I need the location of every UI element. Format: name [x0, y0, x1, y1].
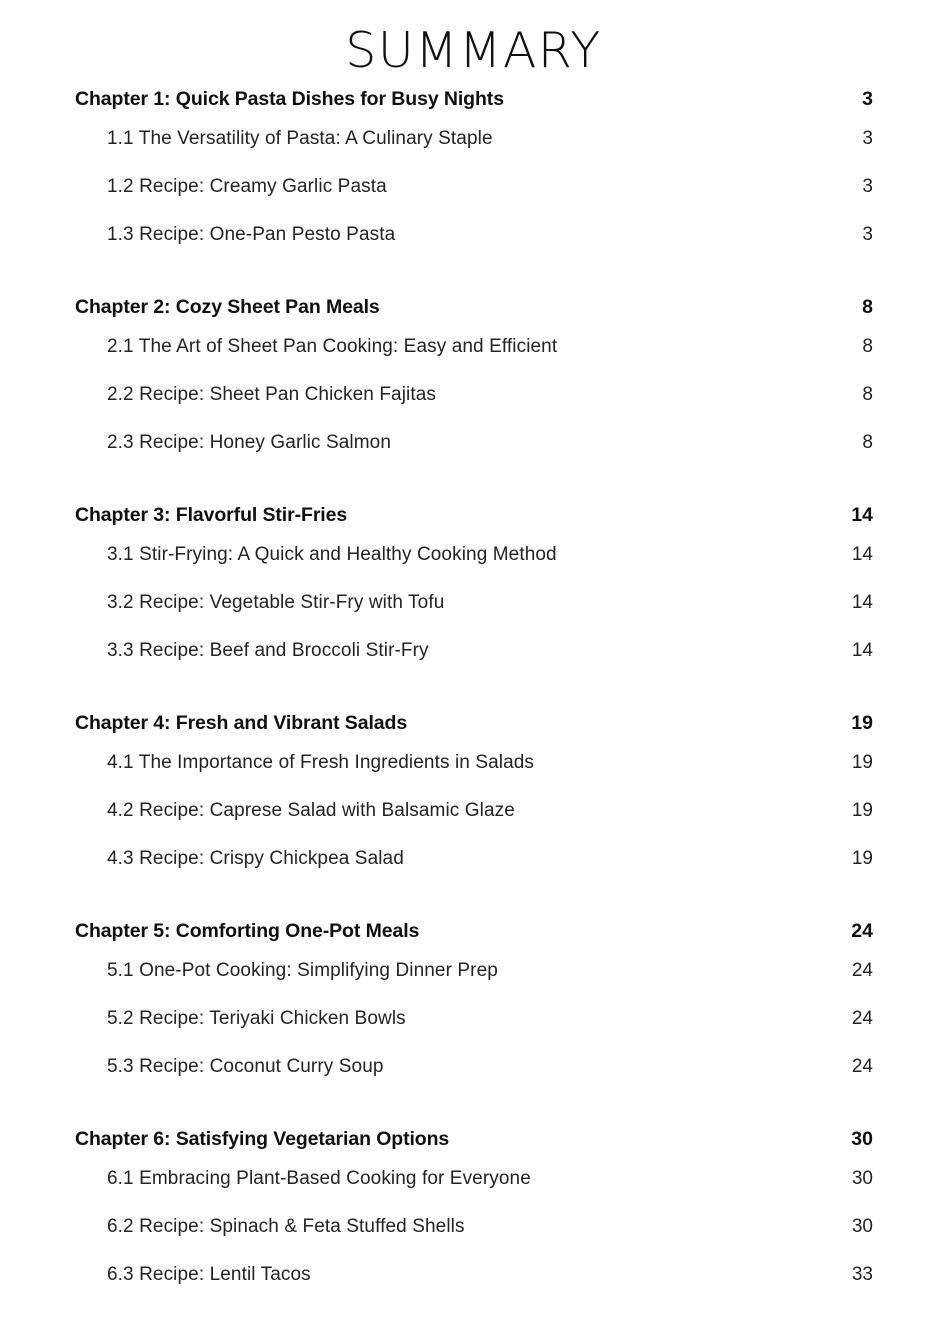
- toc-section-page-number: 19: [851, 848, 873, 869]
- toc-chapter-block: [0, 296, 947, 480]
- toc-chapter-label: Chapter 5: Comforting One-Pot Meals: [75, 920, 420, 942]
- toc-section-entry[interactable]: [0, 800, 947, 848]
- toc-section-label: 6.2 Recipe: Spinach & Feta Stuffed Shells: [107, 1216, 465, 1237]
- toc-section-entry[interactable]: [0, 176, 947, 224]
- toc-section-entry[interactable]: [0, 752, 947, 800]
- toc-section-entry[interactable]: [0, 1168, 947, 1216]
- toc-section-label: 6.3 Recipe: Lentil Tacos: [107, 1264, 311, 1285]
- toc-section-label: 5.3 Recipe: Coconut Curry Soup: [107, 1056, 384, 1077]
- toc-chapter-page-number: 14: [851, 504, 873, 526]
- toc-section-label: 1.2 Recipe: Creamy Garlic Pasta: [107, 176, 387, 197]
- toc-section-entry[interactable]: [0, 848, 947, 896]
- toc-section-label: 3.1 Stir-Frying: A Quick and Healthy Cooking Method: [107, 544, 557, 565]
- toc-section-entry[interactable]: [0, 640, 947, 688]
- toc-section-label: 6.1 Embracing Plant-Based Cooking for Everyone: [107, 1168, 531, 1189]
- toc-section-label: 4.1 The Importance of Fresh Ingredients in Salads: [107, 752, 535, 773]
- toc-chapter-entry[interactable]: [0, 88, 947, 128]
- toc-section-page-number: 24: [851, 1008, 873, 1029]
- toc-chapter-page-number: 19: [851, 712, 873, 734]
- toc-list: [0, 88, 947, 1312]
- toc-section-label: 3.3 Recipe: Beef and Broccoli Stir-Fry: [107, 640, 429, 661]
- toc-section-entry[interactable]: [0, 1216, 947, 1264]
- toc-chapter-label: Chapter 1: Quick Pasta Dishes for Busy Nights: [75, 88, 504, 110]
- toc-section-label: 4.3 Recipe: Crispy Chickpea Salad: [107, 848, 404, 869]
- toc-section-label: 1.1 The Versatility of Pasta: A Culinary Staple: [107, 128, 493, 149]
- toc-section-label: 2.1 The Art of Sheet Pan Cooking: Easy and Efficient: [107, 336, 558, 357]
- page-title: SUMMARY: [345, 22, 602, 79]
- toc-section-page-number: 19: [851, 800, 873, 821]
- toc-section-label: 2.3 Recipe: Honey Garlic Salmon: [107, 432, 392, 453]
- toc-section-entry[interactable]: [0, 336, 947, 384]
- toc-section-label: 2.2 Recipe: Sheet Pan Chicken Fajitas: [107, 384, 436, 405]
- toc-chapter-page-number: 24: [851, 920, 873, 942]
- toc-section-entry[interactable]: [0, 224, 947, 272]
- toc-section-page-number: 33: [851, 1264, 873, 1285]
- toc-chapter-block: [0, 712, 947, 896]
- toc-chapter-label: Chapter 3: Flavorful Stir-Fries: [75, 504, 348, 526]
- toc-section-page-number: 14: [851, 640, 873, 661]
- toc-chapter-block: [0, 504, 947, 688]
- toc-chapter-block: [0, 88, 947, 272]
- toc-section-entry[interactable]: [0, 1008, 947, 1056]
- toc-chapter-entry[interactable]: [0, 296, 947, 336]
- toc-section-page-number: 24: [851, 1056, 873, 1077]
- toc-section-page-number: 8: [862, 336, 873, 357]
- toc-chapter-entry[interactable]: [0, 712, 947, 752]
- toc-section-entry[interactable]: [0, 128, 947, 176]
- toc-section-page-number: 8: [862, 432, 873, 453]
- toc-section-page-number: 30: [851, 1216, 873, 1237]
- toc-chapter-block: [0, 1128, 947, 1312]
- toc-chapter-page-number: 3: [862, 88, 873, 110]
- toc-section-entry[interactable]: [0, 1056, 947, 1104]
- toc-section-label: 4.2 Recipe: Caprese Salad with Balsamic Glaze: [107, 800, 515, 821]
- toc-section-page-number: 8: [862, 384, 873, 405]
- toc-section-page-number: 19: [851, 752, 873, 773]
- toc-chapter-block: [0, 920, 947, 1104]
- toc-chapter-label: Chapter 6: Satisfying Vegetarian Options: [75, 1128, 450, 1150]
- toc-chapter-entry[interactable]: [0, 920, 947, 960]
- toc-section-entry[interactable]: [0, 1264, 947, 1312]
- toc-chapter-page-number: 8: [862, 296, 873, 318]
- toc-section-page-number: 14: [851, 544, 873, 565]
- toc-section-page-number: 3: [862, 176, 873, 197]
- toc-section-entry[interactable]: [0, 592, 947, 640]
- toc-chapter-page-number: 30: [851, 1128, 873, 1150]
- toc-section-page-number: 3: [862, 224, 873, 245]
- toc-section-entry[interactable]: [0, 544, 947, 592]
- toc-section-entry[interactable]: [0, 960, 947, 1008]
- toc-section-entry[interactable]: [0, 432, 947, 480]
- toc-section-label: 5.2 Recipe: Teriyaki Chicken Bowls: [107, 1008, 406, 1029]
- toc-section-label: 3.2 Recipe: Vegetable Stir-Fry with Tofu: [107, 592, 445, 613]
- toc-section-label: 5.1 One-Pot Cooking: Simplifying Dinner Prep: [107, 960, 498, 981]
- toc-section-page-number: 14: [851, 592, 873, 613]
- toc-chapter-label: Chapter 4: Fresh and Vibrant Salads: [75, 712, 408, 734]
- toc-chapter-label: Chapter 2: Cozy Sheet Pan Meals: [75, 296, 380, 318]
- toc-section-page-number: 30: [851, 1168, 873, 1189]
- toc-section-label: 1.3 Recipe: One-Pan Pesto Pasta: [107, 224, 396, 245]
- toc-section-page-number: 3: [862, 128, 873, 149]
- toc-chapter-entry[interactable]: [0, 1128, 947, 1168]
- toc-section-entry[interactable]: [0, 384, 947, 432]
- toc-chapter-entry[interactable]: [0, 504, 947, 544]
- toc-section-page-number: 24: [851, 960, 873, 981]
